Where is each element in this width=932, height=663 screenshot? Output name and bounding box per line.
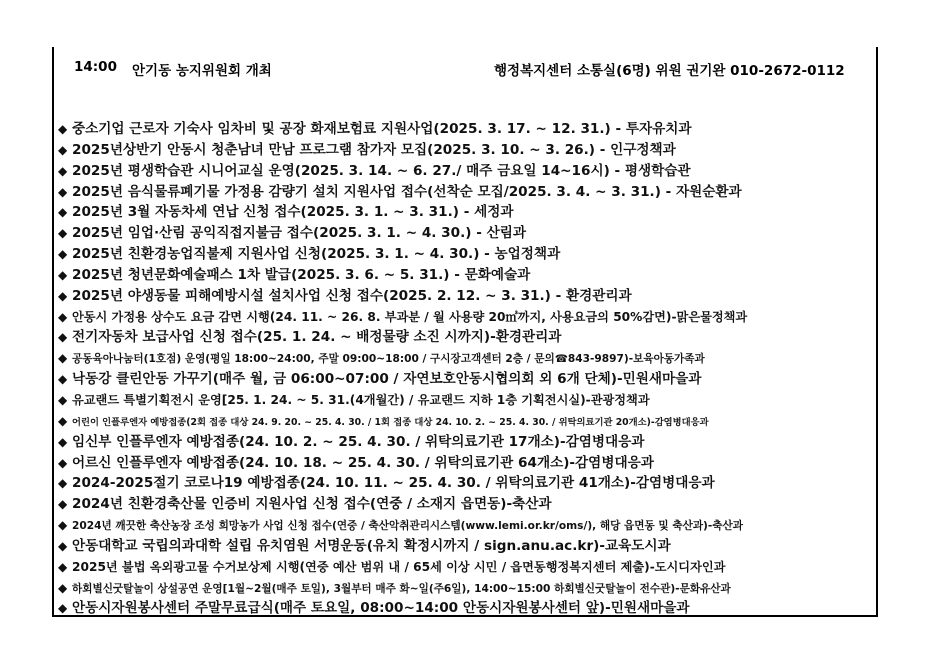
diamond-bullet-icon: ◆ <box>58 142 68 157</box>
notice-item <box>58 432 876 453</box>
diamond-bullet-icon: ◆ <box>58 163 68 178</box>
diamond-bullet-icon: ◆ <box>58 601 68 616</box>
notice-item <box>58 369 876 390</box>
notice-item <box>58 307 876 328</box>
diamond-bullet-icon: ◆ <box>58 309 68 324</box>
notice-text: 2025년 불법 옥외광고물 수거보상제 시행(연중 예산 범위 내 / 65세 이상 시민 / 읍면동행정복지센터 제출)-도시디자인과 <box>72 559 726 574</box>
notice-item <box>58 140 876 161</box>
diamond-bullet-icon: ◆ <box>58 184 68 199</box>
schedule-detail: 행정복지센터 소통실(6명) 위원 권기완 010-2672-0112 <box>494 63 845 79</box>
diamond-bullet-icon: ◆ <box>58 226 68 241</box>
notice-item <box>58 265 876 286</box>
notice-text: 2025년 평생학습관 시니어교실 운영(2025. 3. 14. ~ 6. 27./ 매주 금요일 14~16시) - 평생학습관 <box>72 162 691 179</box>
notice-item <box>58 515 876 536</box>
notice-text: 낙동강 클린안동 가꾸기(매주 월, 금 06:00~07:00 / 자연보호안동시협의회 외 6개 단체)-민원새마을과 <box>72 371 702 388</box>
diamond-bullet-icon: ◆ <box>58 392 68 407</box>
notice-item <box>58 598 876 619</box>
notice-text: 안동대학교 국립의과대학 설립 유치염원 서명운동(유치 확정시까지 / sign.anu.ac.kr)-교육도시과 <box>72 537 671 554</box>
notice-item <box>58 223 876 244</box>
schedule-row <box>74 59 864 79</box>
diamond-bullet-icon: ◆ <box>58 288 68 303</box>
notice-text: 2024년 친환경축산물 인증비 지원사업 신청 접수(연중 / 소재지 읍면동)-축산과 <box>72 496 552 513</box>
notice-text: 2024-2025절기 코로나19 예방접종(24. 10. 11. ~ 25. 4. 30. / 위탁의료기관 41개소)-감염병대응과 <box>72 475 715 492</box>
notice-item <box>58 536 876 557</box>
diamond-bullet-icon: ◆ <box>58 413 68 428</box>
notice-text: 2025년 청년문화예술패스 1차 발급(2025. 3. 6. ~ 5. 31.) - 문화예술과 <box>72 266 531 283</box>
diamond-bullet-icon: ◆ <box>58 455 68 470</box>
diamond-bullet-icon: ◆ <box>58 267 68 282</box>
notice-item <box>58 119 876 140</box>
notice-item <box>58 473 876 494</box>
notice-text: 2025년상반기 안동시 청춘남녀 만남 프로그램 참가자 모집(2025. 3. 10. ~ 3. 26.) - 인구정책과 <box>72 141 676 158</box>
notice-item <box>58 286 876 307</box>
notice-text: 2024년 깨끗한 축산농장 조성 희망농가 사업 신청 접수(연중 / 축산악취관리시스템(www.lemi.or.kr/oms/), 해당 읍면동 및 축산과)-축산과 <box>72 520 743 533</box>
notice-item <box>58 578 876 599</box>
notice-item <box>58 161 876 182</box>
notice-text: 2025년 야생동물 피해예방시설 설치사업 신청 접수(2025. 2. 12. ~ 3. 31.) - 환경관리과 <box>72 287 632 304</box>
diamond-bullet-icon: ◆ <box>58 372 68 387</box>
notice-item <box>58 327 876 348</box>
notice-text: 2025년 친환경농업직불제 지원사업 신청(2025. 3. 1. ~ 4. 30.) - 농업정책과 <box>72 246 561 263</box>
notice-text: 전기자동차 보급사업 신청 접수(25. 1. 24. ~ 배정물량 소진 시까지)-환경관리과 <box>72 329 562 346</box>
diamond-bullet-icon: ◆ <box>58 205 68 220</box>
diamond-bullet-icon: ◆ <box>58 351 68 366</box>
notice-text: 어르신 인플루엔자 예방접종(24. 10. 18. ~ 25. 4. 30. / 위탁의료기관 64개소)-감염병대응과 <box>72 454 654 471</box>
notice-text: 2025년 임업·산림 공익직접지불금 접수(2025. 3. 1. ~ 4. 30.) - 산림과 <box>72 225 526 242</box>
notice-item <box>58 494 876 515</box>
diamond-bullet-icon: ◆ <box>58 247 68 262</box>
diamond-bullet-icon: ◆ <box>58 330 68 345</box>
diamond-bullet-icon: ◆ <box>58 434 68 449</box>
notice-list <box>58 119 876 619</box>
notice-item <box>58 390 876 411</box>
notice-text: 어린이 인플루엔자 예방접종(2회 접종 대상 24. 9. 20. ~ 25. 4. 30. / 1회 접종 대상 24. 10. 2. ~ 25. 4. 30. / 위탁의료기관 20개소)-감염병대응과 <box>72 416 709 428</box>
notice-text: 임신부 인플루엔자 예방접종(24. 10. 2. ~ 25. 4. 30. / 위탁의료기관 17개소)-감염병대응과 <box>72 433 645 450</box>
notice-text: 안동시자원봉사센터 주말무료급식(매주 토요일, 08:00~14:00 안동시자원봉사센터 앞)-민원새마을과 <box>72 600 690 617</box>
bulletin-frame <box>52 47 878 617</box>
notice-text: 공동육아나눔터(1호점) 운영(평일 18:00~24:00, 주말 09:00~18:00 / 구시장고객센터 2층 / 문의☎843-9897)-보육아동가족과 <box>72 353 705 366</box>
notice-item <box>58 182 876 203</box>
notice-text: 2025년 3월 자동차세 연납 신청 접수(2025. 3. 1. ~ 3. 31.) - 세정과 <box>72 204 514 221</box>
diamond-bullet-icon: ◆ <box>58 559 68 574</box>
notice-item <box>58 557 876 578</box>
diamond-bullet-icon: ◆ <box>58 122 68 136</box>
notice-item <box>58 411 876 432</box>
diamond-bullet-icon: ◆ <box>58 580 68 595</box>
notice-item <box>58 202 876 223</box>
schedule-time: 14:00 <box>74 59 117 75</box>
notice-text: 2025년 음식물류폐기물 가정용 감량기 설치 지원사업 접수(선착순 모집/2025. 3. 4. ~ 3. 31.) - 자원순환과 <box>72 183 742 200</box>
diamond-bullet-icon: ◆ <box>58 518 68 533</box>
schedule-title: 안기동 농지위원회 개최 <box>132 63 272 79</box>
diamond-bullet-icon: ◆ <box>58 538 68 553</box>
notice-text: 중소기업 근로자 기숙사 임차비 및 공장 화재보험료 지원사업(2025. 3. 17. ~ 12. 31.) - 투자유치과 <box>72 121 692 137</box>
diamond-bullet-icon: ◆ <box>58 497 68 512</box>
notice-text: 유교랜드 특별기획전시 운영[25. 1. 24. ~ 5. 31.(4개월간) / 유교랜드 지하 1층 기획전시실)-관광정책과 <box>72 392 650 407</box>
notice-item <box>58 244 876 265</box>
notice-text: 하회별신굿탈놀이 상설공연 운영[1월~2월(매주 토일), 3월부터 매주 화~일(주6일), 14:00~15:00 하회별신굿탈놀이 전수관)-문화유산과 <box>72 582 731 595</box>
notice-text: 안동시 가정용 상수도 요금 감면 시행(24. 11. ~ 26. 8. 부과분 / 월 사용량 20㎥까지, 사용요금의 50%감면)-맑은물정책과 <box>72 309 748 324</box>
notice-item <box>58 453 876 474</box>
diamond-bullet-icon: ◆ <box>58 476 68 491</box>
notice-item <box>58 348 876 369</box>
